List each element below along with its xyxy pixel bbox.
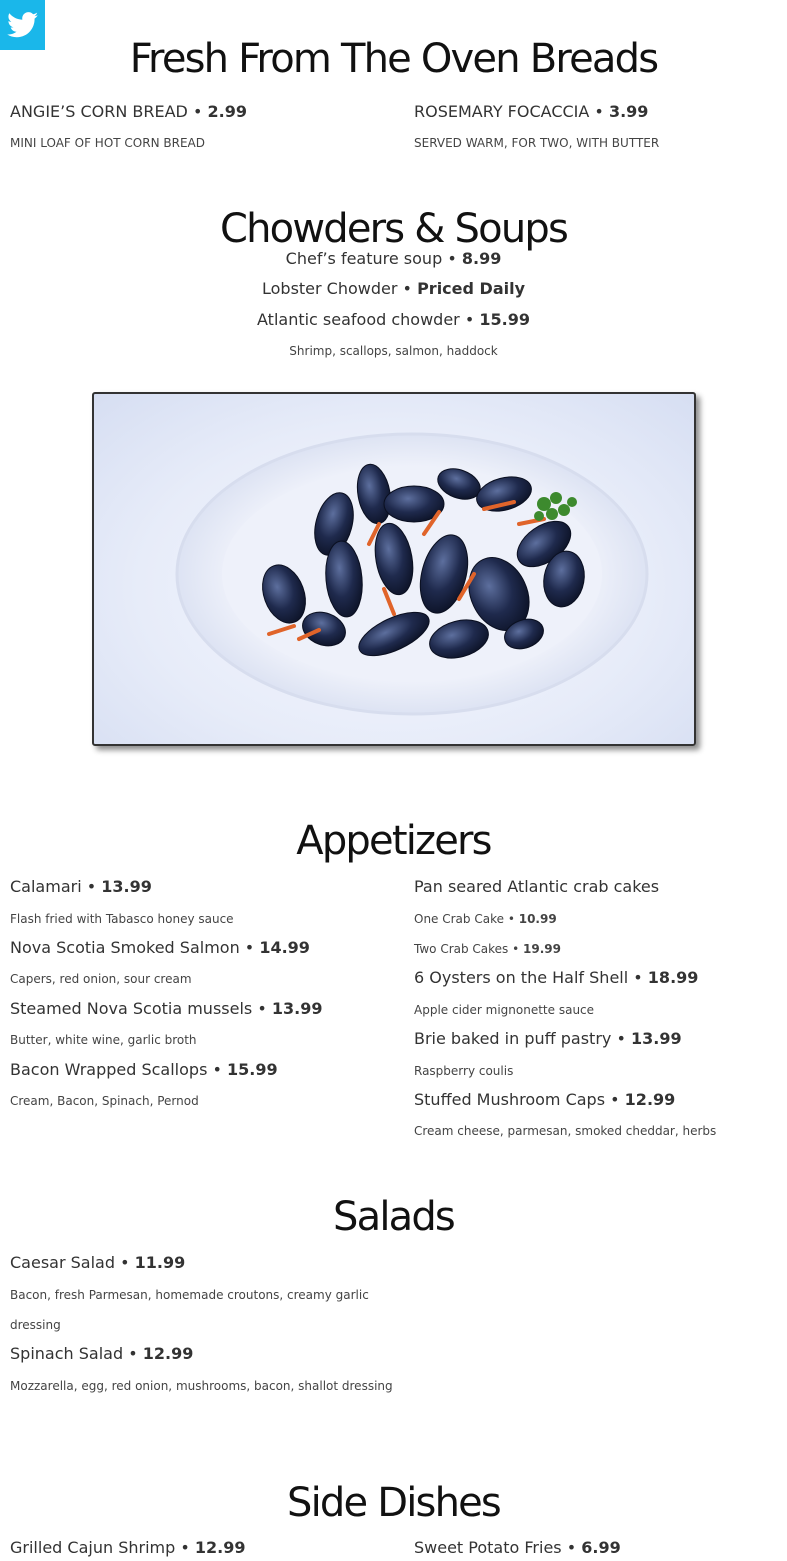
- separator: •: [633, 968, 643, 987]
- separator: •: [447, 249, 457, 268]
- menu-item-brie: [414, 1029, 682, 1049]
- item-name: Brie baked in puff pastry: [414, 1029, 612, 1048]
- item-price: 13.99: [271, 999, 323, 1018]
- item-description-continued: dressing: [10, 1318, 61, 1332]
- crab-cake-option: [414, 941, 561, 957]
- separator: •: [212, 1060, 222, 1079]
- menu-item-oysters: [414, 968, 698, 988]
- separator: •: [402, 279, 412, 298]
- item-price: 12.99: [624, 1090, 676, 1109]
- item-description: Shrimp, scallops, salmon, haddock: [289, 344, 498, 358]
- option-price: 19.99: [523, 942, 562, 956]
- item-price: 15.99: [227, 1060, 278, 1079]
- separator: •: [180, 1538, 190, 1557]
- item-name: ROSEMARY FOCACCIA: [414, 102, 590, 121]
- menu-item-spinach-salad: [10, 1344, 193, 1364]
- item-description: Apple cider mignonette sauce: [414, 1003, 595, 1017]
- item-description: Bacon, fresh Parmesan, homemade croutons, creamy garlic: [10, 1288, 369, 1302]
- menu-item-calamari: [10, 877, 152, 897]
- item-description: Cream, Bacon, Spinach, Pernod: [10, 1094, 199, 1108]
- separator: •: [128, 1344, 138, 1363]
- item-price: 13.99: [631, 1029, 682, 1048]
- separator: •: [192, 102, 203, 121]
- item-description: Raspberry coulis: [414, 1064, 514, 1078]
- appetizers-heading: Appetizers: [296, 818, 491, 865]
- item-name: Sweet Potato Fries: [414, 1538, 562, 1557]
- item-description: Flash fried with Tabasco honey sauce: [10, 912, 234, 926]
- mussels-dish-image: [92, 392, 696, 746]
- menu-item-bacon-scallops: [10, 1060, 278, 1080]
- item-name: Caesar Salad: [10, 1253, 115, 1272]
- separator: •: [616, 1029, 626, 1048]
- separator: •: [464, 310, 475, 329]
- separator: •: [120, 1253, 130, 1272]
- separator: •: [566, 1538, 577, 1557]
- separator: •: [594, 102, 604, 121]
- menu-item-sweet-potato-fries: [414, 1538, 621, 1558]
- item-price: 14.99: [259, 938, 310, 957]
- menu-item-crab-cakes: [414, 877, 659, 897]
- breads-heading: Fresh From The Oven Breads: [129, 35, 658, 82]
- menu-item-smoked-salmon: [10, 938, 310, 958]
- item-price: 2.99: [207, 102, 247, 121]
- separator: •: [610, 1090, 620, 1109]
- separator: •: [86, 877, 97, 896]
- item-name: Pan seared Atlantic crab cakes: [414, 877, 660, 896]
- item-name: Steamed Nova Scotia mussels: [10, 999, 253, 1018]
- separator: •: [257, 999, 267, 1018]
- menu-item-corn-bread: [10, 102, 247, 122]
- menu-item-caesar-salad: [10, 1253, 185, 1273]
- item-name: Calamari: [10, 877, 82, 896]
- sides-heading: Side Dishes: [287, 1480, 500, 1527]
- menu-item-seafood-chowder: [0, 310, 787, 330]
- item-price: 12.99: [142, 1344, 194, 1363]
- item-price: 13.99: [101, 877, 152, 896]
- crab-cake-option: [414, 911, 557, 927]
- item-price: 8.99: [461, 249, 502, 268]
- option-label: One Crab Cake: [414, 912, 504, 926]
- item-name: Atlantic seafood chowder: [257, 310, 460, 329]
- item-price: 12.99: [194, 1538, 246, 1557]
- item-description: Mozzarella, egg, red onion, mushrooms, bacon, shallot dressing: [10, 1379, 393, 1393]
- soups-heading: Chowders & Soups: [219, 206, 568, 253]
- separator: •: [512, 942, 520, 956]
- menu-item-feature-soup: [0, 249, 787, 269]
- twitter-bird-icon: [7, 12, 39, 38]
- item-price: Priced Daily: [417, 279, 526, 298]
- item-name: Bacon Wrapped Scallops: [10, 1060, 208, 1079]
- menu-item-focaccia: [414, 102, 648, 122]
- item-name: Chef’s feature soup: [285, 249, 443, 268]
- item-price: 3.99: [608, 102, 649, 121]
- item-description: Capers, red onion, sour cream: [10, 972, 192, 986]
- option-label: Two Crab Cakes: [414, 942, 509, 956]
- menu-item-steamed-mussels: [10, 999, 322, 1019]
- item-name: Lobster Chowder: [261, 279, 398, 298]
- item-price: 6.99: [581, 1538, 621, 1557]
- menu-item-cajun-shrimp: [10, 1538, 245, 1558]
- mussels-illustration: [94, 394, 694, 744]
- menu-item-lobster-chowder: [0, 279, 787, 299]
- item-price: 15.99: [479, 310, 530, 329]
- item-price: 11.99: [134, 1253, 186, 1272]
- item-name: 6 Oysters on the Half Shell: [414, 968, 629, 987]
- item-name: Nova Scotia Smoked Salmon: [10, 938, 240, 957]
- separator: •: [507, 912, 515, 926]
- item-description: MINI LOAF OF HOT CORN BREAD: [10, 136, 205, 150]
- item-description: Cream cheese, parmesan, smoked cheddar, herbs: [414, 1124, 717, 1138]
- option-price: 10.99: [518, 912, 557, 926]
- item-description: Butter, white wine, garlic broth: [10, 1033, 197, 1047]
- item-description: SERVED WARM, FOR TWO, WITH BUTTER: [414, 136, 660, 150]
- item-name: Stuffed Mushroom Caps: [414, 1090, 606, 1109]
- separator: •: [244, 938, 255, 957]
- item-name: Grilled Cajun Shrimp: [10, 1538, 176, 1557]
- item-name: Spinach Salad: [10, 1344, 124, 1363]
- item-name: ANGIE’S CORN BREAD: [10, 102, 188, 121]
- salads-heading: Salads: [333, 1194, 454, 1241]
- menu-item-mushroom-caps: [414, 1090, 675, 1110]
- item-price: 18.99: [647, 968, 699, 987]
